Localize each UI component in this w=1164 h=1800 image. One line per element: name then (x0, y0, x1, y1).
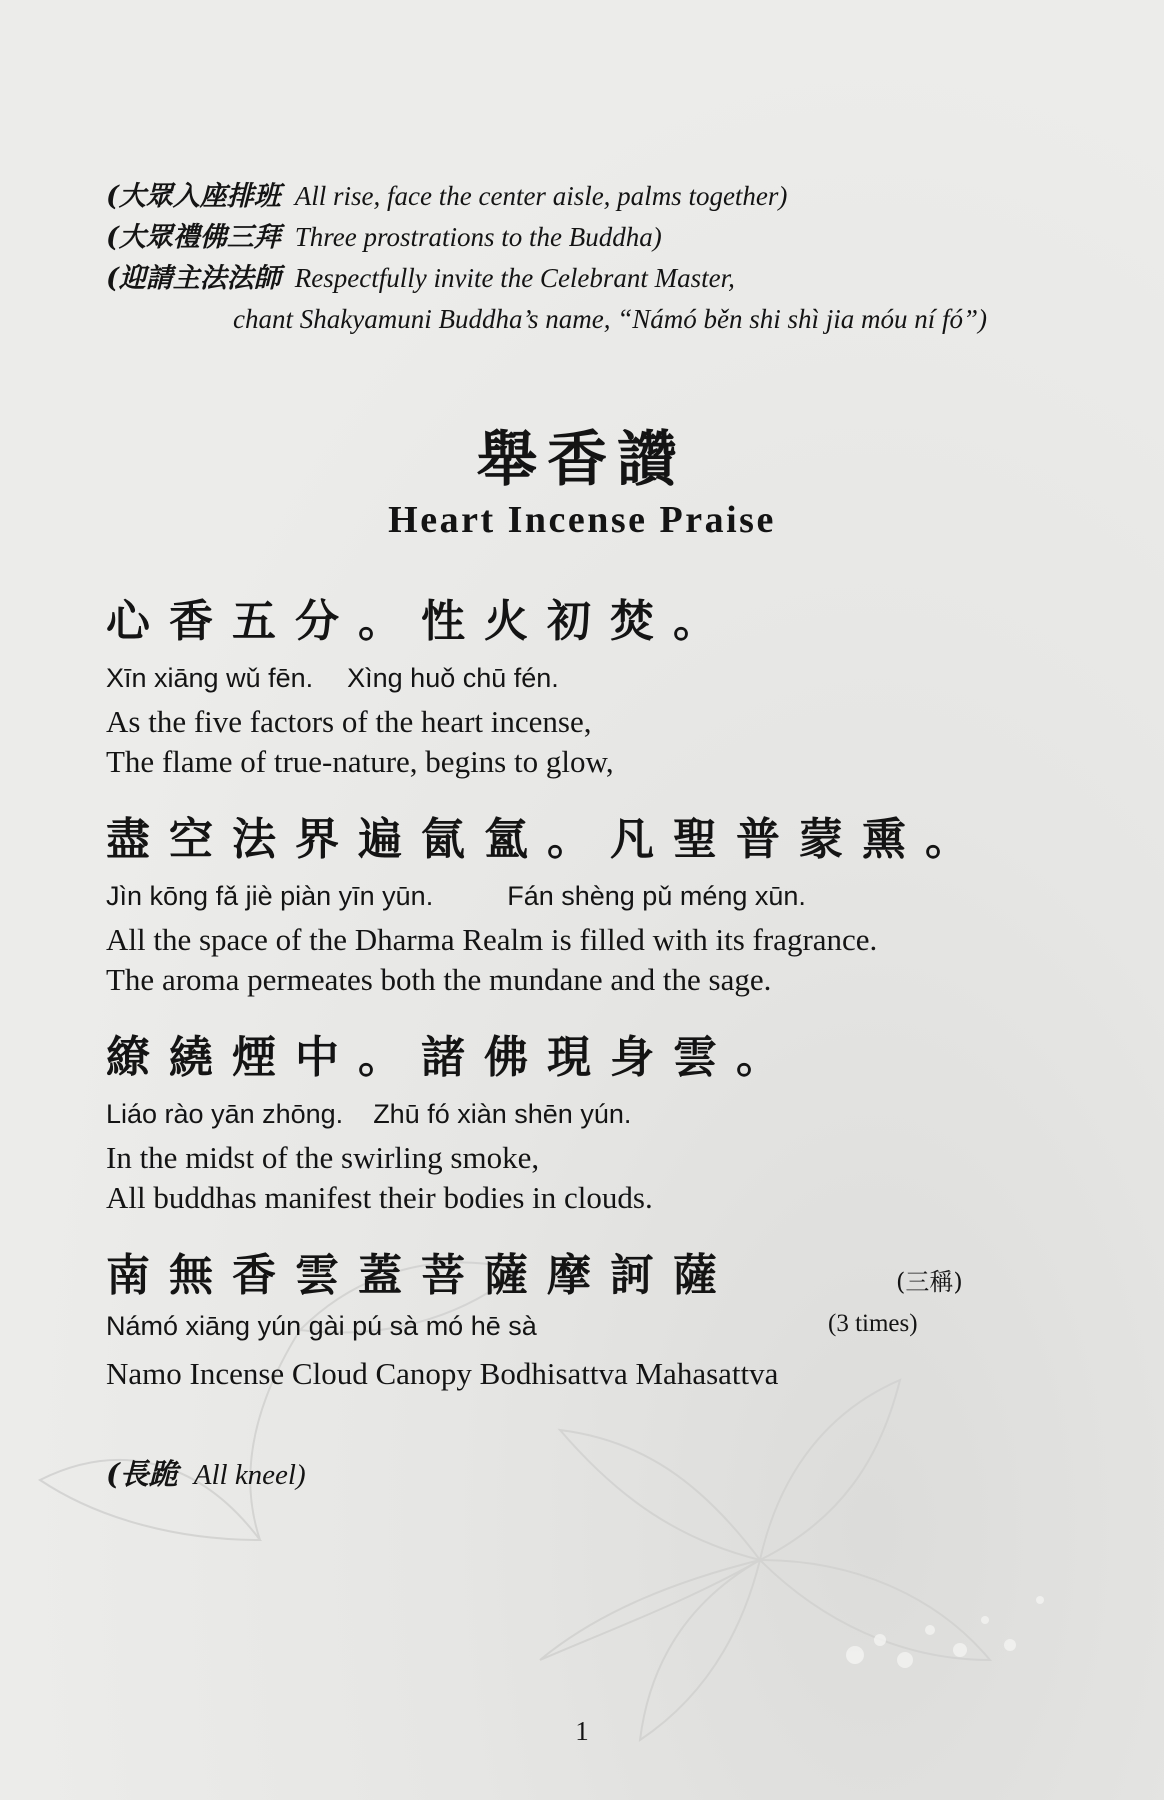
kneel-en: All kneel) (193, 1459, 306, 1491)
verse-pinyin (106, 878, 1066, 914)
pinyin-part: Námó xiāng yún gài pú sà mó hē sà (106, 1311, 537, 1341)
verse-english-line: The flame of true-nature, begins to glow, (106, 744, 614, 779)
instruction-zh: (迎請主法法師 (106, 263, 281, 294)
verse-english-line: Namo Incense Cloud Canopy Bodhisattva Mahasattva (106, 1356, 779, 1391)
instruction-line (106, 258, 987, 299)
verse-pinyin (106, 1308, 1066, 1344)
pinyin-part: Jìn kōng fǎ jiè piàn yīn yūn. (106, 881, 434, 911)
kneel-instruction (106, 1452, 306, 1493)
instruction-line (106, 217, 987, 258)
verse-1 (106, 594, 1066, 782)
verse-chinese: 繚繞煙中。諸佛現身雲。 (106, 1032, 799, 1083)
pinyin-part: Liáo rào yān zhōng. (106, 1099, 344, 1129)
instruction-zh: (大眾禮佛三拜 (106, 222, 281, 253)
verse-chinese: 盡空法界遍氤氳。凡聖普蒙熏。 (106, 814, 988, 865)
instruction-en: All rise, face the center aisle, palms together) (294, 181, 788, 211)
instruction-continuation: chant Shakyamuni Buddha’s name, “Námó běn shi shì jia móu ní fó”) (233, 304, 987, 334)
instruction-en: Three prostrations to the Buddha) (294, 222, 662, 252)
repeat-count-english: (3 times) (828, 1310, 918, 1337)
instruction-line (106, 176, 987, 217)
verse-english (106, 920, 1066, 1000)
verse-2 (106, 812, 1066, 1000)
pinyin-part: Xìng huǒ chū fén. (347, 663, 559, 693)
verse-pinyin (106, 660, 1066, 696)
verse-english-line: In the midst of the swirling smoke, (106, 1140, 540, 1175)
title-english: Heart Incense Praise (388, 499, 776, 541)
verse-english-line: The aroma permeates both the mundane and the sage. (106, 962, 772, 997)
verse-pinyin (106, 1096, 1066, 1132)
verse-english (106, 702, 1066, 782)
page-number: 1 (575, 1716, 589, 1746)
verse-english-line: All buddhas manifest their bodies in clouds. (106, 1180, 653, 1215)
title-chinese: 舉香讚 (477, 425, 687, 495)
verse-english (106, 1354, 1066, 1394)
verse-english (106, 1138, 1066, 1218)
pinyin-part: Xīn xiāng wǔ fēn. (106, 663, 314, 693)
verse-chinese: 南無香雲蓋菩薩摩訶薩 (106, 1250, 736, 1301)
verse-english-line: All the space of the Dharma Realm is filled with its fragrance. (106, 922, 878, 957)
instruction-en: Respectfully invite the Celebrant Master, (294, 263, 735, 293)
verse-chinese: 心香五分。性火初焚。 (106, 596, 736, 647)
repeat-count-chinese: (三稱) (896, 1268, 963, 1296)
pinyin-part: Fán shèng pǔ méng xūn. (507, 881, 806, 911)
instructions-block (106, 176, 987, 339)
kneel-zh: (長跪 (106, 1457, 178, 1491)
verse-3 (106, 1030, 1066, 1218)
instruction-zh: (大眾入座排班 (106, 181, 281, 212)
verse-english-line: As the five factors of the heart incense, (106, 704, 592, 739)
pinyin-part: Zhū fó xiàn shēn yún. (373, 1099, 632, 1129)
